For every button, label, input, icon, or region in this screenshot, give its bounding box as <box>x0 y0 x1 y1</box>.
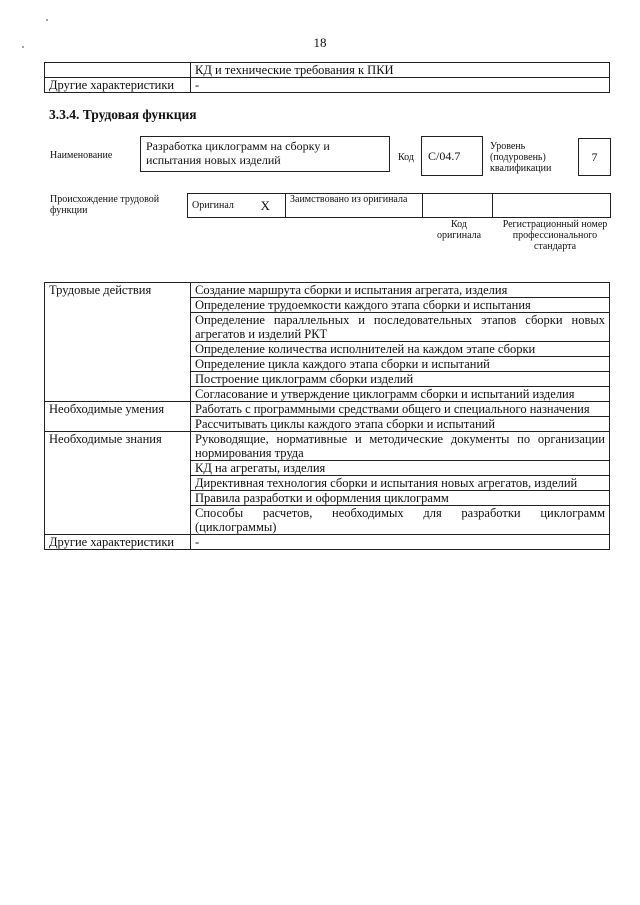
table-cell: Директивная технология сборки и испытания новых агрегатов, изделий <box>191 476 610 491</box>
borrowed-label: Заимствовано из оригинала <box>286 194 423 218</box>
table-cell: Создание маршрута сборки и испытания агрегата, изделия <box>191 283 610 298</box>
reg-number-cell <box>493 194 611 218</box>
table-cell: Правила разработки и оформления циклограмм <box>191 491 610 506</box>
group-label: Другие характеристики <box>45 535 191 550</box>
group-label: Необходимые знания <box>45 432 191 535</box>
origin-table <box>187 193 611 218</box>
page-number: 18 <box>313 35 327 50</box>
table-cell: Определение параллельных и последовательных этапов сборки новых агрегатов и изделий РКТ <box>191 313 610 342</box>
row-value: КД и технические требования к ПКИ <box>191 63 610 78</box>
main-table <box>44 282 610 550</box>
code-original-cell <box>423 194 493 218</box>
table-cell: - <box>191 535 610 550</box>
table-cell: Определение количества исполнителей на каждом этапе сборки <box>191 342 610 357</box>
top-table <box>44 62 610 93</box>
row-label <box>45 63 191 78</box>
table-row <box>45 283 610 298</box>
table-row <box>45 535 610 550</box>
name-value: Разработка циклограмм на сборку и испытания новых изделий <box>146 139 330 167</box>
code-original-caption: Код оригинала <box>436 219 482 241</box>
row-label: Другие характеристики <box>45 78 191 93</box>
code-label: Код <box>398 152 414 163</box>
table-row <box>188 194 611 218</box>
table-cell: Работать с программными средствами общего и специального назначения <box>191 402 610 417</box>
origin-label: Происхождение трудовой функции <box>50 194 160 216</box>
name-value-box <box>140 136 390 172</box>
table-row <box>45 78 610 93</box>
table-cell: Способы расчетов, необходимых для разработки циклограмм (циклограммы) <box>191 506 610 535</box>
level-value: 7 <box>591 150 598 164</box>
original-label: Оригинал <box>188 194 246 218</box>
name-label: Наименование <box>50 150 113 161</box>
section-title: 3.3.4. Трудовая функция <box>49 107 197 122</box>
reg-number-caption: Регистрационный номер профессионального стандарта <box>502 219 608 252</box>
table-cell: Руководящие, нормативные и методические документы по организации нормирования труда <box>191 432 610 461</box>
table-cell: Определение трудоемкости каждого этапа сборки и испытания <box>191 298 610 313</box>
table-row <box>45 432 610 461</box>
group-label: Трудовые действия <box>45 283 191 402</box>
scan-speck <box>46 19 48 21</box>
row-value: - <box>191 78 610 93</box>
table-cell: Построение циклограмм сборки изделий <box>191 372 610 387</box>
table-row <box>45 63 610 78</box>
original-mark: X <box>246 194 286 218</box>
table-cell: Рассчитывать циклы каждого этапа сборки и испытаний <box>191 417 610 432</box>
table-cell: Определение цикла каждого этапа сборки и испытаний <box>191 357 610 372</box>
table-cell: КД на агрегаты, изделия <box>191 461 610 476</box>
group-label: Необходимые умения <box>45 402 191 432</box>
level-value-box <box>578 138 611 176</box>
code-value: C/04.7 <box>428 149 461 163</box>
table-row <box>45 402 610 417</box>
table-cell: Согласование и утверждение циклограмм сборки и испытаний изделия <box>191 387 610 402</box>
code-value-box <box>421 136 483 176</box>
level-label: Уровень (подуровень) квалификации <box>490 141 552 174</box>
